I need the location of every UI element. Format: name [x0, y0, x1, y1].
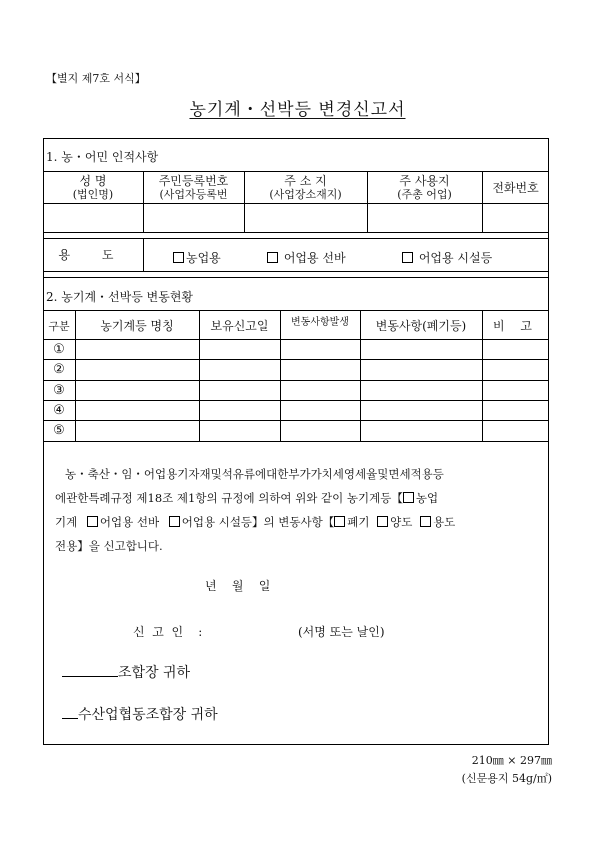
header-phone-main: 전화번호 [492, 181, 539, 195]
reporter-label: 신 고 인 : [133, 625, 203, 639]
divider [43, 380, 549, 381]
declaration-text: 폐기 [347, 515, 370, 529]
header-main-use-sub: (주총 어업) [397, 188, 452, 201]
header-id-number [143, 175, 244, 201]
header-name [43, 175, 143, 201]
divider [43, 271, 549, 272]
row-number: ⑤ [53, 423, 65, 438]
declaration-line [55, 486, 540, 510]
declaration-text: 양도 [390, 515, 413, 529]
addressee-text: 수산업협동조합장 귀하 [78, 707, 218, 723]
page-title-text: 농기계・선박등 변경신고서 [189, 100, 406, 120]
row-number: ① [53, 342, 65, 357]
checkbox-icon[interactable] [169, 516, 180, 527]
page-title [0, 95, 595, 120]
form-annex-label: 【별지 제7호 서식】 [46, 72, 146, 85]
main-use-input[interactable] [368, 204, 482, 232]
divider [43, 310, 549, 311]
usage-option-label: 어업용 선바 [283, 251, 346, 265]
id-number-input[interactable] [144, 204, 244, 232]
signature-field[interactable]: (서명 또는 날인) [298, 625, 385, 639]
addressee-fisheries-cooperative[interactable] [62, 704, 218, 724]
addressee-text: 조합장 귀하 [118, 665, 191, 681]
divider [43, 441, 549, 442]
header-address [244, 175, 367, 201]
section1-title: 1. 농・어민 인적사항 [46, 150, 159, 164]
header-main-use-main: 주 사용지 [399, 174, 450, 188]
declaration-text: 기계 [55, 515, 78, 529]
divider [43, 339, 549, 340]
row-number: ③ [53, 383, 65, 398]
usage-option-label: 농업용 [186, 251, 221, 265]
address-input[interactable] [245, 204, 367, 232]
header-name-sub: (법인명) [72, 188, 114, 201]
usage-option-fishing-boat[interactable] [267, 249, 346, 266]
checkbox-icon[interactable] [334, 516, 345, 527]
checkbox-icon[interactable] [403, 492, 414, 503]
usage-label: 용 도 [58, 248, 128, 262]
divider [43, 420, 549, 421]
checkbox-icon[interactable] [420, 516, 431, 527]
declaration-text: 농업 [415, 491, 439, 505]
header-address-sub: (사업장소재지) [269, 188, 342, 201]
col-header-category: 구분 [48, 320, 70, 333]
divider [43, 277, 549, 278]
header-id-main: 주민등록번호 [158, 174, 229, 188]
checkbox-icon[interactable] [402, 252, 413, 263]
row-number: ② [53, 362, 65, 377]
divider [43, 238, 549, 239]
addressee-cooperative[interactable] [62, 662, 190, 682]
divider [143, 238, 144, 271]
header-main-use [367, 175, 482, 201]
declaration-paragraph [55, 462, 540, 558]
usage-option-fishing-facility[interactable] [402, 249, 492, 266]
paper-type-note: (신문용지 54g/㎡) [461, 772, 552, 785]
usage-option-label: 어업용 시설등 [418, 251, 493, 265]
header-name-main: 성 명 [79, 174, 107, 188]
section2-title: 2. 농기계・선박등 변동현황 [46, 290, 193, 304]
col-header-change-occurred: 변동사항발생 [291, 317, 349, 328]
col-header-report-date: 보유신고일 [210, 319, 269, 333]
blank-field[interactable] [62, 662, 118, 677]
col-header-machine-name: 농기계등 명칭 [100, 319, 174, 333]
checkbox-icon[interactable] [377, 516, 388, 527]
row-number: ④ [53, 403, 65, 418]
declaration-text: 어업용 시설등】의 변동사항【 [181, 515, 335, 529]
date-line[interactable]: 년 월 일 [205, 579, 271, 593]
usage-option-farming[interactable] [173, 249, 221, 266]
checkbox-icon[interactable] [173, 252, 184, 263]
divider [280, 310, 281, 441]
declaration-text: 에관한특례규정 제18조 제1항의 규정에 의하여 위와 같이 농기계등【 [55, 491, 403, 505]
name-input[interactable] [44, 204, 143, 232]
declaration-line: 전용】을 신고합니다. [55, 539, 163, 553]
declaration-text: 용도 [433, 515, 456, 529]
checkbox-icon[interactable] [87, 516, 98, 527]
col-header-remarks: 비 고 [493, 319, 538, 333]
declaration-text: 어업용 선바 [99, 515, 160, 529]
divider [43, 359, 549, 360]
declaration-line [55, 510, 540, 534]
header-phone [482, 182, 549, 195]
divider [43, 400, 549, 401]
declaration-line: 농・축산・임・어업용기자재및석유류에대한부가가치세영세율및면세적용등 [65, 467, 444, 481]
divider [43, 171, 549, 172]
paper-size-note: 210㎜ × 297㎜ [471, 754, 552, 767]
checkbox-icon[interactable] [267, 252, 278, 263]
header-address-main: 주 소 지 [284, 174, 327, 188]
divider [43, 232, 549, 233]
header-id-sub: (사업자등록번 [159, 188, 228, 201]
phone-input[interactable] [483, 204, 548, 232]
col-header-change-detail: 변동사항(폐기등) [375, 319, 467, 333]
blank-field[interactable] [62, 704, 78, 719]
